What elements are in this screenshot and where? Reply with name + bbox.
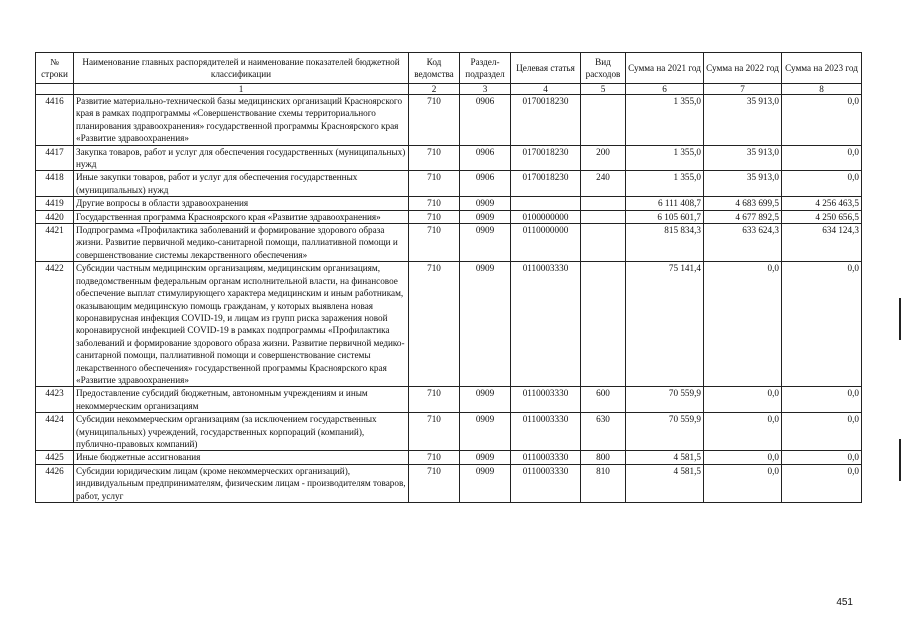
indicator-name-cell: Субсидии некоммерческим организациям (за исключением государственных (муниципальных) учреждений, государственных корпораций (компаний), публично-правовых компаний) — [74, 413, 409, 451]
table-row — [36, 171, 862, 197]
target-article-cell: 0100000000 — [511, 210, 581, 223]
target-article-cell — [511, 197, 581, 210]
table-row — [36, 451, 862, 464]
amount-2022-cell: 0,0 — [704, 262, 782, 387]
indicator-name-cell: Развитие материально-технической базы медицинских организаций Красноярского края в рамках подпрограммы «Совершенствование схемы территориального планирования здравоохранения» государственной программы Красноярского края «Развитие здравоохранения» — [74, 95, 409, 146]
expense-type-cell: 800 — [581, 451, 626, 464]
indicator-name-cell: Иные закупки товаров, работ и услуг для обеспечения государственных (муниципальных) нужд — [74, 171, 409, 197]
amount-2023-cell: 4 250 656,5 — [782, 210, 862, 223]
amount-2023-cell: 0,0 — [782, 413, 862, 451]
target-article-cell: 0170018230 — [511, 145, 581, 171]
column-number-cell: 2 — [409, 84, 460, 95]
budget-table — [35, 52, 862, 503]
expense-type-cell: 200 — [581, 145, 626, 171]
indicator-name-cell: Другие вопросы в области здравоохранения — [74, 197, 409, 210]
column-number-row — [36, 84, 862, 95]
amount-2022-cell: 35 913,0 — [704, 95, 782, 146]
margin-mark — [899, 439, 901, 481]
amount-2022-cell: 0,0 — [704, 413, 782, 451]
amount-2023-cell: 0,0 — [782, 95, 862, 146]
department-code-cell: 710 — [409, 262, 460, 387]
amount-2021-cell: 70 559,9 — [626, 413, 704, 451]
section-code-cell: 0909 — [460, 451, 511, 464]
target-article-cell: 0110003330 — [511, 451, 581, 464]
column-header: Сумма на 2021 год — [626, 53, 704, 84]
section-code-cell: 0909 — [460, 210, 511, 223]
column-number-cell: 8 — [782, 84, 862, 95]
amount-2021-cell: 1 355,0 — [626, 95, 704, 146]
section-code-cell: 0909 — [460, 464, 511, 502]
row-number-cell: 4421 — [36, 224, 74, 262]
header-row — [36, 53, 862, 84]
department-code-cell: 710 — [409, 210, 460, 223]
amount-2022-cell: 35 913,0 — [704, 145, 782, 171]
amount-2021-cell: 70 559,9 — [626, 387, 704, 413]
row-number-cell: 4419 — [36, 197, 74, 210]
amount-2023-cell: 0,0 — [782, 262, 862, 387]
table-row — [36, 145, 862, 171]
target-article-cell: 0170018230 — [511, 95, 581, 146]
column-header: Код ведомства — [409, 53, 460, 84]
expense-type-cell — [581, 224, 626, 262]
indicator-name-cell: Субсидии частным медицинским организациям, медицинским организациям, подведомственным федеральным органам исполнительной власти, на финансовое обеспечение выплат стимулирующего характера медицинским и иным работникам, оказывающим медицинскую помощь гражданам, у которых выявлена новая коронавирусная инфекция COVID-19, и лицам из групп риска заражения новой коронавирусной инфекцией COVID-19 в рамках подпрограммы «Профилактика заболеваний и формирование здорового образа жизни. Развитие первичной медико-санитарной помощи, паллиативной помощи и совершенствование системы лекарственного обеспечения» государственной программы Красноярского края «Развитие здравоохранения» — [74, 262, 409, 387]
department-code-cell: 710 — [409, 464, 460, 502]
amount-2022-cell: 633 624,3 — [704, 224, 782, 262]
column-header: Раздел-подраздел — [460, 53, 511, 84]
indicator-name-cell: Иные бюджетные ассигнования — [74, 451, 409, 464]
department-code-cell: 710 — [409, 387, 460, 413]
page-number: 451 — [836, 597, 853, 608]
column-header: Вид расходов — [581, 53, 626, 84]
department-code-cell: 710 — [409, 171, 460, 197]
amount-2021-cell: 75 141,4 — [626, 262, 704, 387]
department-code-cell: 710 — [409, 145, 460, 171]
column-header: Наименование главных распорядителей и наименование показателей бюджетной классификации — [74, 53, 409, 84]
amount-2023-cell: 634 124,3 — [782, 224, 862, 262]
section-code-cell: 0909 — [460, 262, 511, 387]
column-number-cell: 6 — [626, 84, 704, 95]
amount-2022-cell: 0,0 — [704, 451, 782, 464]
table-row — [36, 262, 862, 387]
section-code-cell: 0909 — [460, 224, 511, 262]
indicator-name-cell: Предоставление субсидий бюджетным, автономным учреждениям и иным некоммерческим организациям — [74, 387, 409, 413]
amount-2021-cell: 4 581,5 — [626, 451, 704, 464]
department-code-cell: 710 — [409, 413, 460, 451]
amount-2023-cell: 0,0 — [782, 171, 862, 197]
table-row — [36, 197, 862, 210]
department-code-cell: 710 — [409, 224, 460, 262]
target-article-cell: 0110003330 — [511, 464, 581, 502]
expense-type-cell — [581, 210, 626, 223]
table-row — [36, 387, 862, 413]
amount-2023-cell: 0,0 — [782, 451, 862, 464]
row-number-cell: 4423 — [36, 387, 74, 413]
amount-2023-cell: 4 256 463,5 — [782, 197, 862, 210]
amount-2021-cell: 6 105 601,7 — [626, 210, 704, 223]
amount-2021-cell: 4 581,5 — [626, 464, 704, 502]
section-code-cell: 0909 — [460, 413, 511, 451]
column-number-cell: 1 — [74, 84, 409, 95]
column-header: Сумма на 2023 год — [782, 53, 862, 84]
amount-2022-cell: 4 683 699,5 — [704, 197, 782, 210]
target-article-cell: 0170018230 — [511, 171, 581, 197]
expense-type-cell: 630 — [581, 413, 626, 451]
amount-2021-cell: 815 834,3 — [626, 224, 704, 262]
row-number-cell: 4426 — [36, 464, 74, 502]
row-number-cell: 4418 — [36, 171, 74, 197]
indicator-name-cell: Закупка товаров, работ и услуг для обеспечения государственных (муниципальных) нужд — [74, 145, 409, 171]
target-article-cell: 0110003330 — [511, 262, 581, 387]
column-number-cell: 5 — [581, 84, 626, 95]
expense-type-cell: 240 — [581, 171, 626, 197]
amount-2022-cell: 0,0 — [704, 464, 782, 502]
table-row — [36, 413, 862, 451]
target-article-cell: 0110000000 — [511, 224, 581, 262]
amount-2023-cell: 0,0 — [782, 387, 862, 413]
amount-2021-cell: 6 111 408,7 — [626, 197, 704, 210]
amount-2022-cell: 0,0 — [704, 387, 782, 413]
column-number-cell: 4 — [511, 84, 581, 95]
amount-2022-cell: 35 913,0 — [704, 171, 782, 197]
column-number-cell — [36, 84, 74, 95]
table-row — [36, 224, 862, 262]
expense-type-cell: 600 — [581, 387, 626, 413]
table-row — [36, 95, 862, 146]
expense-type-cell — [581, 95, 626, 146]
column-header: Целевая статья — [511, 53, 581, 84]
table-body — [36, 95, 862, 503]
department-code-cell: 710 — [409, 451, 460, 464]
target-article-cell: 0110003330 — [511, 413, 581, 451]
amount-2021-cell: 1 355,0 — [626, 145, 704, 171]
indicator-name-cell: Государственная программа Красноярского края «Развитие здравоохранения» — [74, 210, 409, 223]
expense-type-cell — [581, 197, 626, 210]
expense-type-cell: 810 — [581, 464, 626, 502]
section-code-cell: 0909 — [460, 197, 511, 210]
row-number-cell: 4420 — [36, 210, 74, 223]
column-number-cell: 3 — [460, 84, 511, 95]
column-number-cell: 7 — [704, 84, 782, 95]
amount-2021-cell: 1 355,0 — [626, 171, 704, 197]
amount-2023-cell: 0,0 — [782, 145, 862, 171]
amount-2022-cell: 4 677 892,5 — [704, 210, 782, 223]
department-code-cell: 710 — [409, 197, 460, 210]
table-row — [36, 464, 862, 502]
indicator-name-cell: Подпрограмма «Профилактика заболеваний и формирование здорового образа жизни. Развитие первичной медико-санитарной помощи, паллиативной помощи и совершенствование системы лекарственного обеспечения» — [74, 224, 409, 262]
department-code-cell: 710 — [409, 95, 460, 146]
section-code-cell: 0906 — [460, 171, 511, 197]
target-article-cell: 0110003330 — [511, 387, 581, 413]
section-code-cell: 0909 — [460, 387, 511, 413]
expense-type-cell — [581, 262, 626, 387]
section-code-cell: 0906 — [460, 95, 511, 146]
row-number-cell: 4424 — [36, 413, 74, 451]
section-code-cell: 0906 — [460, 145, 511, 171]
indicator-name-cell: Субсидии юридическим лицам (кроме некоммерческих организаций), индивидуальным предпринимателям, физическим лицам - производителям товаров, работ, услуг — [74, 464, 409, 502]
row-number-cell: 4416 — [36, 95, 74, 146]
row-number-cell: 4422 — [36, 262, 74, 387]
amount-2023-cell: 0,0 — [782, 464, 862, 502]
column-header: № строки — [36, 53, 74, 84]
table-row — [36, 210, 862, 223]
column-header: Сумма на 2022 год — [704, 53, 782, 84]
margin-mark — [899, 298, 901, 340]
row-number-cell: 4425 — [36, 451, 74, 464]
row-number-cell: 4417 — [36, 145, 74, 171]
